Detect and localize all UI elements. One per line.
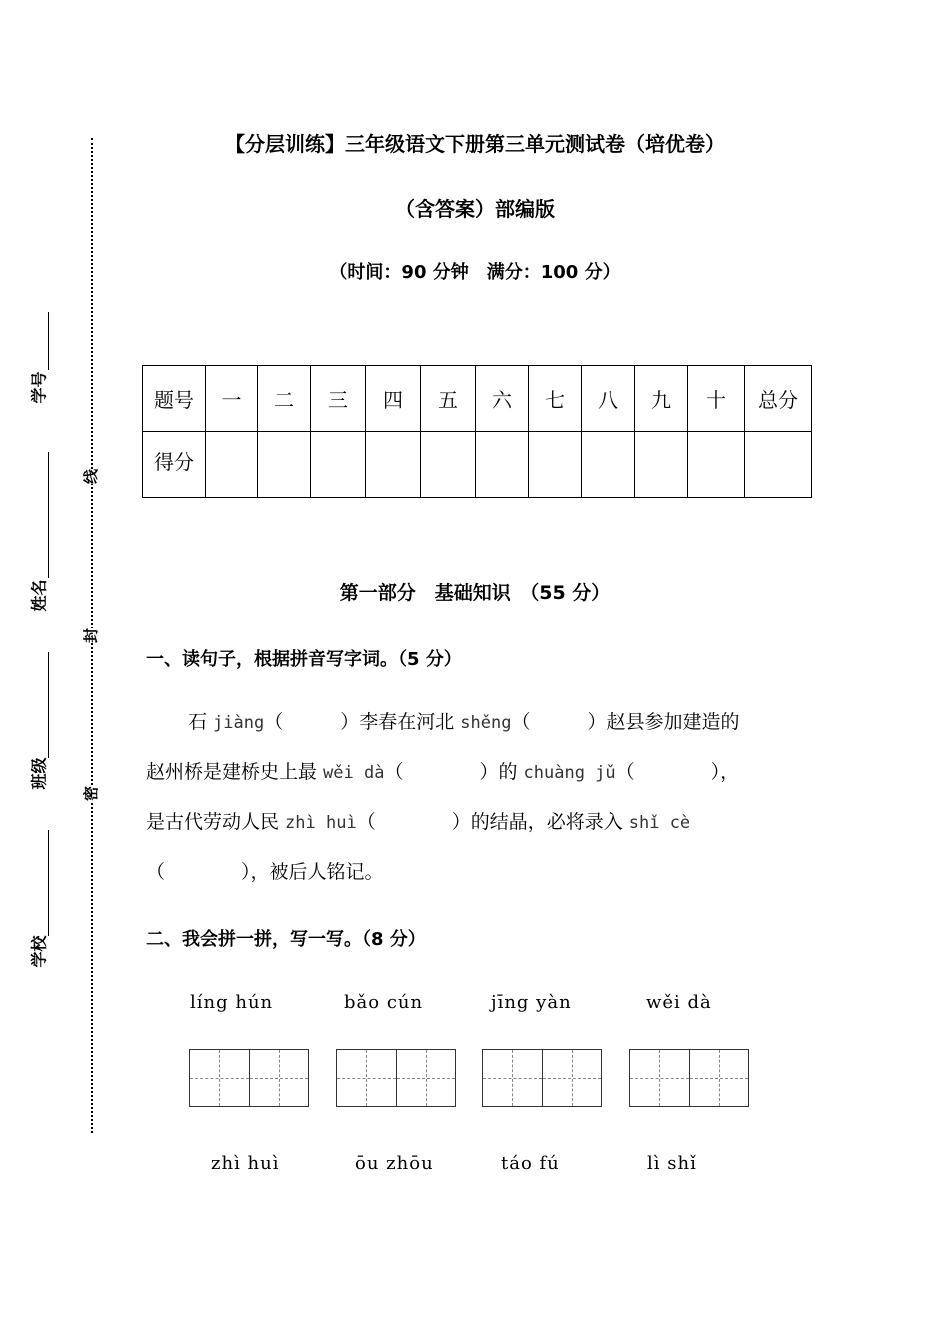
score-table (142, 365, 812, 498)
writing-grid[interactable] (482, 1049, 602, 1107)
bind-mark-secret: 密 (82, 785, 101, 802)
score-input-cell[interactable] (582, 432, 635, 498)
bind-mark-line: 线 (82, 468, 101, 485)
score-header-cell: 七 (529, 366, 582, 432)
field-name-line[interactable] (48, 452, 49, 578)
question-2-title: 二、我会拼一拼，写一写。（8 分） (146, 929, 426, 950)
score-input-cell[interactable] (311, 432, 366, 498)
pinyin-prompt: táo fú (501, 1153, 560, 1174)
writing-grid[interactable] (189, 1049, 309, 1107)
field-school-line[interactable] (48, 830, 49, 936)
answer-blank[interactable]: （ ）的 (384, 761, 524, 783)
bind-mark-seal: 封 (82, 627, 101, 644)
score-header-cell: 三 (311, 366, 366, 432)
score-row-label: 得分 (143, 432, 206, 498)
score-input-cell[interactable] (421, 432, 476, 498)
score-header-cell: 八 (582, 366, 635, 432)
score-input-cell[interactable] (688, 432, 745, 498)
score-input-cell[interactable] (635, 432, 688, 498)
score-header-cell: 总分 (745, 366, 812, 432)
pinyin-hint: jiàng (213, 713, 265, 733)
question-1-passage-line2 (146, 747, 811, 798)
score-header-cell: 题号 (143, 366, 206, 432)
writing-cell[interactable] (250, 1050, 309, 1106)
writing-grid[interactable] (629, 1049, 749, 1107)
question-1-title: 一、读句子，根据拼音写字词。（5 分） (146, 649, 462, 670)
score-input-cell[interactable] (745, 432, 812, 498)
answer-blank[interactable]: （ ）的结晶，必将录入 (356, 811, 629, 833)
field-class-label: 班级 (29, 757, 49, 790)
passage-text: 赵州桥是建桥史上最 (146, 761, 324, 783)
score-input-cell[interactable] (206, 432, 258, 498)
question-1-passage (146, 697, 811, 748)
pinyin-prompt: bǎo cún (344, 992, 424, 1013)
score-input-cell[interactable] (258, 432, 311, 498)
pinyin-prompt: jīng yàn (491, 992, 572, 1013)
answer-blank[interactable]: （ ）， (615, 761, 740, 783)
page-title: 【分层训练】三年级语文下册第三单元测试卷（培优卷） (225, 132, 725, 156)
field-student-id-line[interactable] (48, 312, 49, 370)
score-header-cell: 二 (258, 366, 311, 432)
page-subtitle: （含答案）部编版 (395, 197, 555, 221)
field-school-label: 学校 (29, 935, 49, 968)
question-1-passage-line3 (146, 797, 811, 848)
field-name-label: 姓名 (29, 579, 49, 612)
pinyin-prompt: wěi dà (646, 992, 712, 1013)
writing-cell[interactable] (337, 1050, 397, 1106)
score-input-cell[interactable] (529, 432, 582, 498)
score-input-cell[interactable] (366, 432, 421, 498)
time-info: （时间：90 分钟 满分：100 分） (329, 262, 621, 283)
writing-cell[interactable] (630, 1050, 690, 1106)
writing-grid[interactable] (336, 1049, 456, 1107)
score-header-cell: 四 (366, 366, 421, 432)
passage-text: 是古代劳动人民 (146, 811, 286, 833)
score-table-header-row (143, 366, 812, 432)
question-1-passage-line4 (146, 847, 811, 897)
pinyin-hint: shěng (460, 713, 512, 733)
score-header-cell: 六 (476, 366, 529, 432)
pinyin-hint: shǐ cè (628, 813, 691, 833)
pinyin-hint: wěi dà (323, 763, 385, 783)
score-table-score-row (143, 432, 812, 498)
score-header-cell: 五 (421, 366, 476, 432)
pinyin-hint: chuàng jǔ (523, 763, 616, 783)
score-header-cell: 一 (206, 366, 258, 432)
pinyin-prompt: ōu zhōu (355, 1153, 434, 1174)
answer-blank[interactable]: （ ），被后人铭记。 (146, 861, 384, 883)
score-input-cell[interactable] (476, 432, 529, 498)
pinyin-prompt: zhì huì (211, 1153, 280, 1174)
writing-cell[interactable] (190, 1050, 250, 1106)
writing-cell[interactable] (543, 1050, 602, 1106)
pinyin-prompt: lì shǐ (647, 1153, 697, 1174)
pinyin-prompt: líng hún (190, 992, 274, 1013)
writing-cell[interactable] (690, 1050, 749, 1106)
field-class-line[interactable] (48, 652, 49, 758)
score-header-cell: 十 (688, 366, 745, 432)
writing-cell[interactable] (397, 1050, 456, 1106)
passage-text: 石 (188, 711, 214, 733)
part-title: 第一部分 基础知识 （55 分） (339, 582, 611, 604)
answer-blank[interactable]: （ ）李春在河北 (264, 711, 461, 733)
writing-cell[interactable] (483, 1050, 543, 1106)
field-student-id-label: 学号 (29, 371, 49, 404)
answer-blank[interactable]: （ ）赵县参加建造的 (511, 711, 740, 733)
pinyin-hint: zhì huì (285, 813, 357, 833)
score-header-cell: 九 (635, 366, 688, 432)
